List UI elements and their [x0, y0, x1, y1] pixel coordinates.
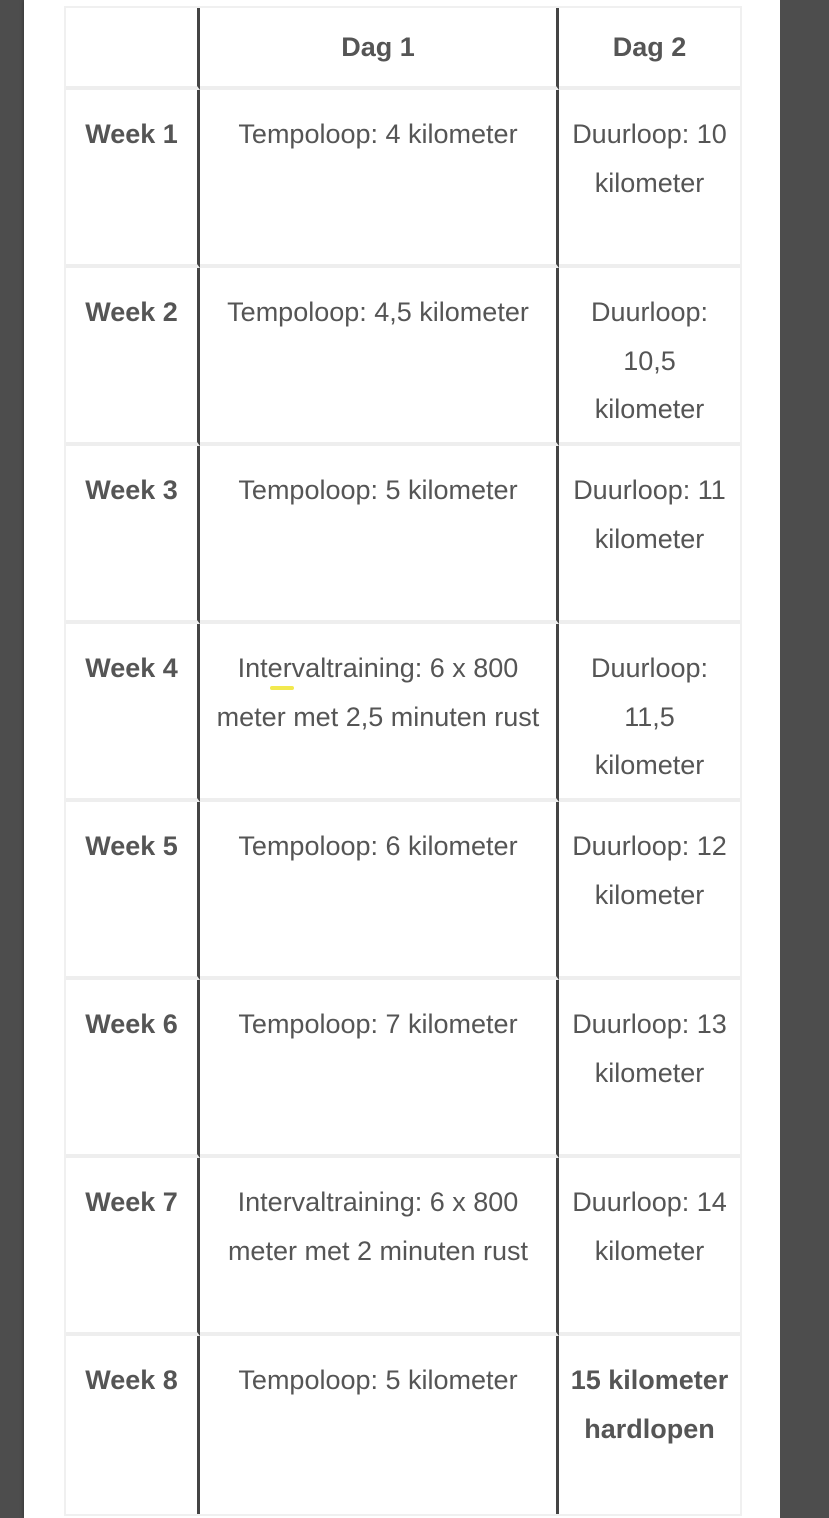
day2-cell: Duurloop: 10 kilometer	[559, 90, 740, 268]
table-header-row	[66, 8, 740, 90]
table-row	[66, 446, 740, 624]
week-cell: Week 1	[66, 90, 200, 268]
text-highlight-mark	[270, 686, 294, 690]
day1-cell: Tempoloop: 5 kilometer	[200, 1336, 559, 1514]
day2-cell: Duurloop: 10,5 kilometer	[559, 268, 740, 446]
day1-cell: Tempoloop: 7 kilometer	[200, 980, 559, 1158]
week-cell: Week 2	[66, 268, 200, 446]
training-schedule-table	[64, 6, 742, 1516]
day1-cell: Tempoloop: 4 kilometer	[200, 90, 559, 268]
day2-cell: Duurloop: 12 kilometer	[559, 802, 740, 980]
header-day1: Dag 1	[200, 8, 559, 90]
day2-cell-goal: 15 kilometer hardlopen	[559, 1336, 740, 1514]
viewer-left-margin	[0, 0, 24, 1518]
header-week	[66, 8, 200, 90]
day1-cell: Intervaltraining: 6 x 800 meter met 2,5 minuten rust	[200, 624, 559, 802]
table-row	[66, 268, 740, 446]
day1-cell: Intervaltraining: 6 x 800 meter met 2 minuten rust	[200, 1158, 559, 1336]
day2-cell: Duurloop: 11 kilometer	[559, 446, 740, 624]
day1-cell: Tempoloop: 6 kilometer	[200, 802, 559, 980]
table-row	[66, 1158, 740, 1336]
week-cell: Week 4	[66, 624, 200, 802]
day2-cell: Duurloop: 14 kilometer	[559, 1158, 740, 1336]
table-row	[66, 980, 740, 1158]
header-day2: Dag 2	[559, 8, 740, 90]
week-cell: Week 3	[66, 446, 200, 624]
day2-cell: Duurloop: 11,5 kilometer	[559, 624, 740, 802]
week-cell: Week 8	[66, 1336, 200, 1514]
day1-cell: Tempoloop: 5 kilometer	[200, 446, 559, 624]
table-row	[66, 90, 740, 268]
table-row	[66, 624, 740, 802]
week-cell: Week 5	[66, 802, 200, 980]
table-row	[66, 802, 740, 980]
day1-cell: Tempoloop: 4,5 kilometer	[200, 268, 559, 446]
week-cell: Week 6	[66, 980, 200, 1158]
day2-cell: Duurloop: 13 kilometer	[559, 980, 740, 1158]
week-cell: Week 7	[66, 1158, 200, 1336]
viewer-right-margin	[780, 0, 829, 1518]
table-row	[66, 1336, 740, 1514]
